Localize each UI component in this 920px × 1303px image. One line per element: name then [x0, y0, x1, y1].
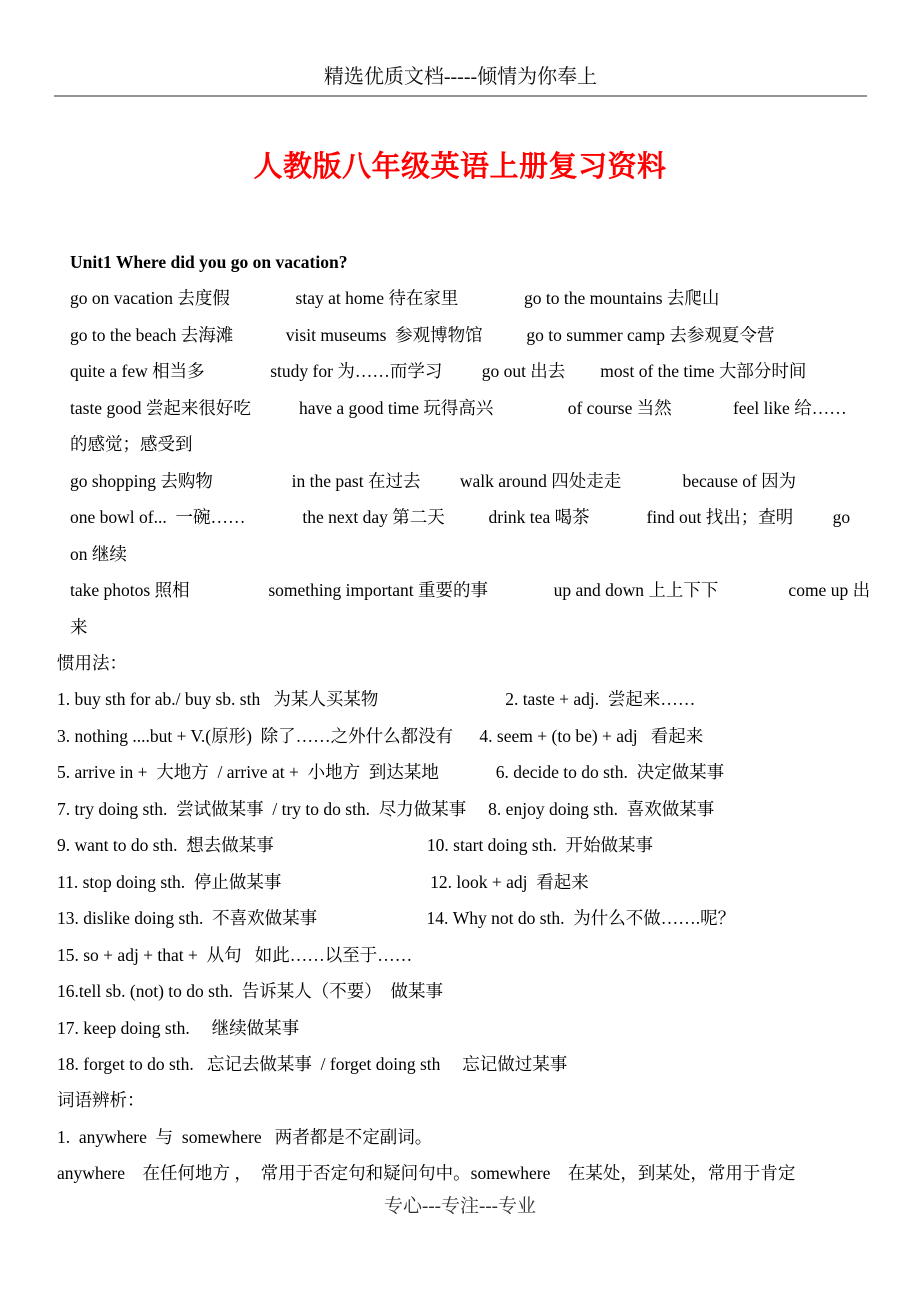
vocab-line: go to the beach 去海滩 visit museums 参观博物馆 go to summer camp 去参观夏令营 — [70, 324, 775, 345]
idiom-line: 3. nothing ....but + V.(原形) 除了……之外什么都没有 4. seem + (to be) + adj 看起来 — [57, 725, 704, 746]
vocab-line: go on vacation 去度假 stay at home 待在家里 go to the mountains 去爬山 — [70, 288, 720, 309]
idiom-line: 11. stop doing sth. 停止做某事 12. look + adj 看起来 — [57, 871, 589, 892]
idiom-line: 1. buy sth for ab./ buy sb. sth 为某人买某物 2. taste + adj. 尝起来…… — [57, 689, 696, 710]
vocab-line: on 继续 — [70, 543, 127, 564]
footer-text: 专心---专注---专业 — [384, 1196, 536, 1217]
header-divider — [54, 95, 867, 97]
idiom-line: 9. want to do sth. 想去做某事 10. start doing sth. 开始做某事 — [57, 835, 653, 856]
vocab-line: one bowl of... 一碗…… the next day 第二天 drink tea 喝茶 find out 找出；查明 go — [70, 507, 851, 528]
idiom-line: 17. keep doing sth. 继续做某事 — [57, 1017, 300, 1038]
unit-heading: Unit1 Where did you go on vacation? — [70, 252, 348, 272]
idiom-line: 18. forget to do sth. 忘记去做某事 / forget doing sth 忘记做过某事 — [57, 1053, 568, 1074]
vocab-line: take photos 照相 something important 重要的事 up and down 上上下下 come up 出 — [70, 580, 871, 601]
document-title: 人教版八年级英语上册复习资料 — [253, 151, 667, 183]
discrimination-line: anywhere 在任何地方 ， 常用于否定句和疑问句中。somewhere 在某处，到某处，常用于肯定 — [57, 1163, 796, 1184]
vocab-line: taste good 尝起来很好吃 have a good time 玩得高兴 of course 当然 feel like 给…… — [70, 397, 847, 418]
vocab-line: 来 — [70, 616, 88, 637]
section-heading-discrimination: 词语辨析： — [57, 1090, 145, 1111]
page-header — [54, 0, 867, 94]
vocab-line: go shopping 去购物 in the past 在过去 walk around 四处走走 because of 因为 — [70, 470, 797, 491]
vocab-line: 的感觉；感受到 — [70, 434, 193, 455]
section-heading-idioms: 惯用法： — [57, 652, 127, 673]
header-text: 精选优质文档-----倾情为你奉上 — [323, 66, 598, 88]
discrimination-line: 1. anywhere 与 somewhere 两者都是不定副词。 — [57, 1126, 433, 1147]
page-footer — [0, 1192, 920, 1222]
vocab-line: quite a few 相当多 study for 为……而学习 go out 出去 most of the time 大部分时间 — [70, 361, 807, 382]
idiom-line: 15. so + adj + that + 从句 如此……以至于…… — [57, 944, 413, 965]
idiom-line: 13. dislike doing sth. 不喜欢做某事 14. Why not do sth. 为什么不做…….呢？ — [57, 908, 736, 929]
idiom-line: 7. try doing sth. 尝试做某事 / try to do sth. 尽力做某事 8. enjoy doing sth. 喜欢做某事 — [57, 798, 715, 819]
idiom-line: 16.tell sb. (not) to do sth. 告诉某人（不要） 做某事 — [57, 981, 443, 1002]
document-body — [57, 244, 880, 1192]
idiom-line: 5. arrive in + 大地方 / arrive at + 小地方 到达某地 6. decide to do sth. 决定做某事 — [57, 762, 725, 783]
